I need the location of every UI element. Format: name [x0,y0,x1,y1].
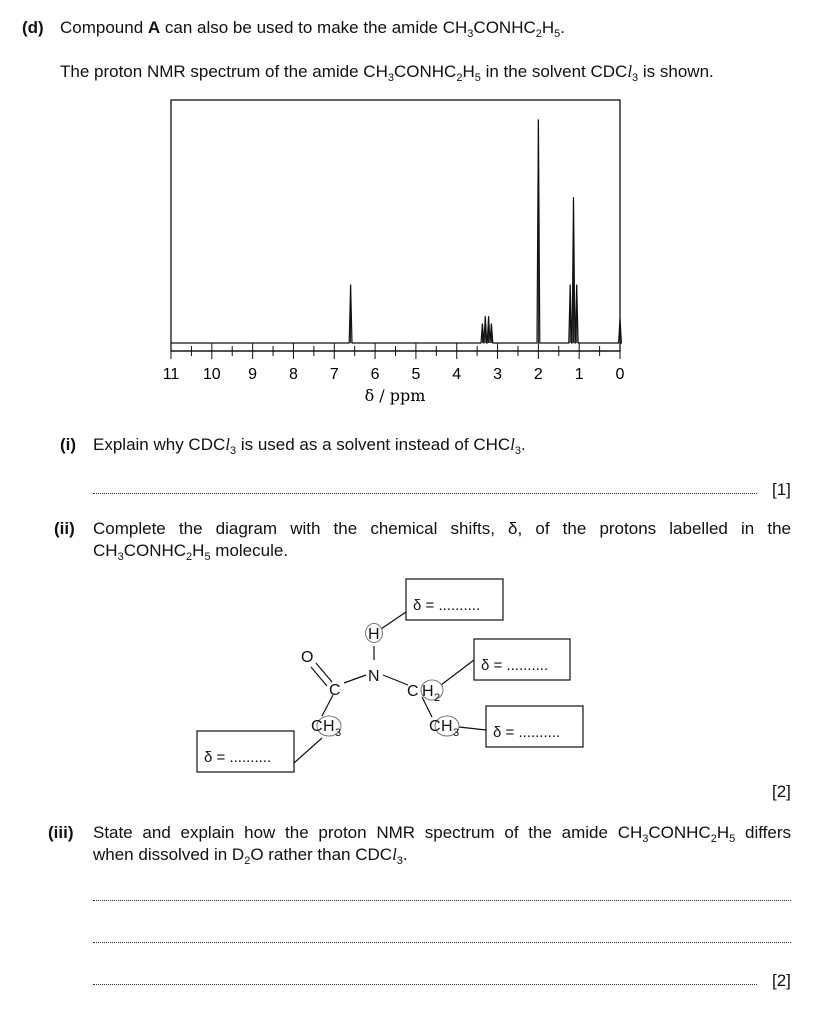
atom-n: N [368,668,380,685]
x-tick-label: 2 [533,366,543,383]
atom-ch3b-sub: 3 [453,727,460,739]
x-tick-label: 7 [329,366,339,383]
answer-text-ch3-ethyl[interactable]: δ = .......... [493,724,561,741]
mark-iii: [2] [772,971,791,990]
mark-ii: [2] [772,782,791,801]
part-iii-label: (iii) [48,823,74,842]
atom-o: O [301,649,314,666]
atom-ch3a-h: H [323,718,335,735]
atom-ch3a-sub: 3 [335,727,342,739]
x-tick-label: 6 [370,366,380,383]
x-tick-label: 3 [493,366,502,383]
x-tick-label: 0 [615,366,625,383]
atom-ch3b-h: H [441,718,453,735]
amide-formula: $CH_3CONHC_2H_5$ [363,62,481,84]
x-tick-label: 4 [452,366,462,383]
part-i-question: Explain why CDCl$_3$ is used as a solvent instead of CHCl$_3$. [93,435,526,457]
x-tick-label: 8 [289,366,298,383]
part-d-label: (d) [22,18,44,37]
atom-carbonyl-c: C [329,682,341,699]
x-axis-label: δ / ppm [364,386,426,405]
part-iii-question-line1: State and explain how the proton NMR spectrum of the amide $CH_3CONHC_2H_5$ differs [93,823,791,845]
atom-ch2-c: C [407,683,419,700]
x-tick-label: 1 [574,366,584,383]
atom-h: H [368,626,380,643]
x-tick-label: 9 [248,366,258,383]
x-tick-label: 10 [202,366,221,383]
part-i-label: (i) [60,435,77,454]
x-tick-label: 5 [411,366,421,383]
answer-line-iii-3[interactable] [93,984,757,985]
answer-text-ch3-acetyl[interactable]: δ = .......... [204,749,272,766]
x-tick-label: 11 [162,366,180,383]
part-ii-label: (ii) [54,519,75,538]
amide-formula: $CH_3CONHC_2H_5$ [442,18,561,40]
atom-ch3a-c: C [311,718,323,735]
spectrum-intro: The proton NMR spectrum of the amide $CH_3CONHC_2H_5$ in the solvent CDCl$_3$ is shown. [60,62,714,84]
atom-ch2-h: H [422,683,434,700]
amide-formula: $CH_3CONHC_2H_5$ [617,823,736,845]
answer-text-nh[interactable]: δ = .......... [413,597,481,614]
atom-ch2-sub: 2 [434,692,441,704]
answer-line-iii-1[interactable] [93,900,791,901]
atom-ch3b-c: C [429,718,441,735]
amide-formula: $CH_3CONHC_2H_5$ [93,541,211,563]
part-ii-question-line1: Complete the diagram with the chemical shifts, δ, of the protons labelled in the [93,519,791,538]
mark-i: [1] [772,480,791,499]
part-iii-question-line2: when dissolved in $D_2O$ rather than CDCl$_3$. [93,845,408,867]
answer-text-ch2[interactable]: δ = .......... [481,657,549,674]
part-d-intro: Compound A can also be used to make the amide $CH_3CONHC_2H_5$. [60,18,566,40]
answer-line-iii-2[interactable] [93,942,791,943]
part-ii-question-line2: $CH_3CONHC_2H_5$ molecule. [93,541,289,563]
